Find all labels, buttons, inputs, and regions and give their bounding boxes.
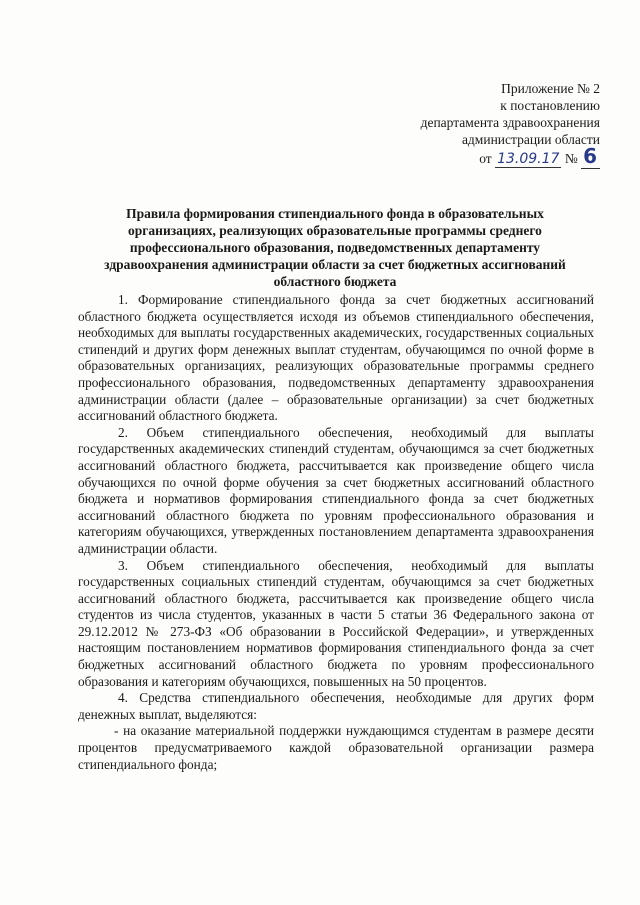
header-line-3: департамента здравоохранения [420, 115, 600, 130]
paragraph-3: 3. Объем стипендиального обеспечения, необходимый для выплаты государственных социальных стипендий студентам, обучающимся за счет бюджетных ассигнований областного бюджета, рассчитывается как произведение общего числа студентов из числа студентов, указанных в части 5 статьи 36 Федерального закона от 29.12.2012 № 273-ФЗ «Об образовании в Российской Федерации», и утвержденных настоящим постановлением нормативов формирования стипендиального фонда за счет бюджетных ассигнований областного бюджета по уровням профессионального образования и категориям обучающихся, повышенных на 50 процентов. [78, 557, 594, 689]
paragraph-4-item-1: - на оказание материальной поддержки нуждающимся студентам в размере десяти процентов предусматриваемого каждой образовательной организации размера стипендиального фонда; [78, 723, 594, 772]
paragraph-4: 4. Средства стипендиального обеспечения, необходимые для других форм денежных выплат, выделяются: [78, 690, 594, 722]
appendix-header [360, 80, 600, 168]
appendix-number: Приложение № 2 [501, 81, 600, 96]
paragraph-2: 2. Объем стипендиального обеспечения, необходимый для выплаты государственных академических стипендий студентам, обучающимся за счет бюджетных ассигнований областного бюджета, рассчитывается как произведение общего числа обучающихся по очной форме обучения за счет бюджетных ассигнований областного бюджета и нормативов формирования стипендиального фонда за счет бюджетных ассигнований областного бюджета по уровням профессионального образования и категориям обучающихся, утвержденных постановлением департамента здравоохранения администрации области. [78, 424, 594, 556]
header-line-2: к постановлению [500, 98, 600, 113]
document-title: Правила формирования стипендиального фонда в образовательных организациях, реализующих образовательные программы среднего профессионального образования, подведомственных департаменту здравоохранения администрации области за счет бюджетных ассигнований областного бюджета [104, 206, 566, 289]
number-sign: № [564, 151, 578, 166]
paragraph-1: 1. Формирование стипендиального фонда за счет бюджетных ассигнований областного бюджета осуществляется исходя из объемов стипендиального обеспечения, необходимых для выплаты государственных академических, государственных социальных стипендий и других форм денежных выплат студентам, обучающимся по очной форме в образовательных организациях, реализующих образовательные программы среднего профессионального образования, подведомственных департаменту здравоохранения администрации области (далее – образовательные организации) за счет бюджетных ассигнований областного бюджета. [78, 292, 594, 424]
header-line-4: администрации области [461, 132, 600, 147]
date-number-line [360, 144, 600, 168]
handwritten-number: 6 [583, 144, 598, 168]
document-body [78, 292, 594, 773]
date-prefix: от [479, 151, 492, 166]
handwritten-date: 13.09.17 [497, 151, 560, 167]
